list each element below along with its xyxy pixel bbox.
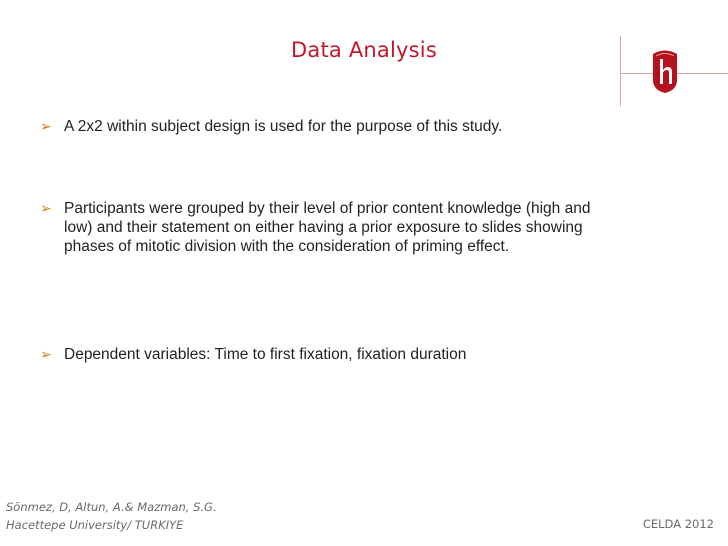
arrow-bullet-icon: ➢ bbox=[40, 346, 52, 362]
decorative-vertical-line bbox=[620, 36, 621, 106]
bullet-text: A 2x2 within subject design is used for the purpose of this study. bbox=[64, 118, 503, 135]
footer-credits bbox=[6, 498, 217, 534]
footer-authors: Sönmez, D, Altun, A.& Mazman, S.G. bbox=[6, 500, 217, 514]
footer-affiliation: Hacettepe University/ TURKIYE bbox=[6, 518, 184, 532]
arrow-bullet-icon: ➢ bbox=[40, 118, 52, 134]
bullet-text: Participants were grouped by their level of prior content knowledge (high and low) and their statement on either having a prior exposure to slides showing phases of mitotic division with the consideration of priming effect. bbox=[64, 200, 591, 255]
bullet-item bbox=[40, 199, 609, 256]
arrow-bullet-icon: ➢ bbox=[40, 200, 52, 216]
bullet-item bbox=[40, 117, 624, 136]
bullet-item bbox=[40, 345, 624, 364]
slide-title: Data Analysis bbox=[291, 38, 437, 62]
footer-event: CELDA 2012 bbox=[642, 517, 714, 531]
hacettepe-logo-icon bbox=[650, 48, 680, 94]
bullet-text: Dependent variables: Time to first fixation, fixation duration bbox=[64, 346, 467, 363]
